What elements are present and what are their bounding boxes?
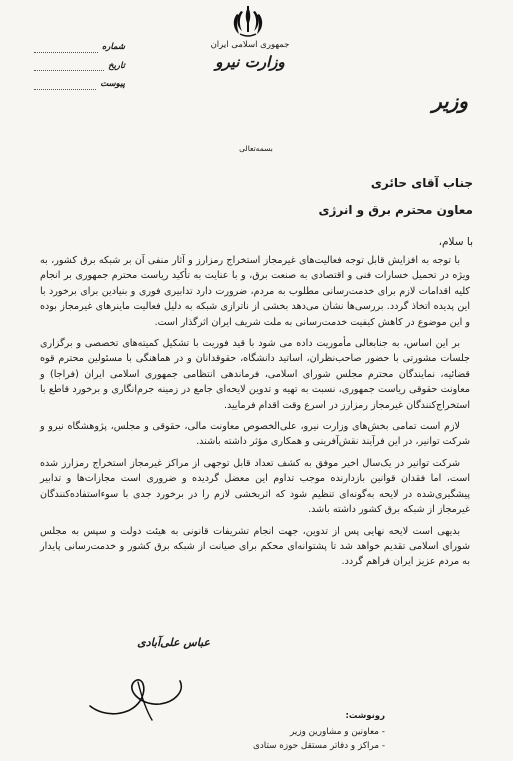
greeting: با سلام، <box>438 236 473 248</box>
attachment-dots <box>34 79 96 90</box>
recipient-block <box>173 170 473 224</box>
date-dots <box>34 60 104 71</box>
iran-emblem-icon <box>228 4 268 40</box>
paragraph-2: بر این اساس، به جنابعالی مأموریت داده می شود با قید فوریت با تشکیل کمیته‌های تخصصی و برگزاری جلسات مشورتی با حضور صاحب‌نظران، اساتید دانشگاه، حقوقدانان و در هماهنگی با مسئولین محترم قوه قضائیه، نمایندگان محترم مجلس شورای اسلامی، فرماندهی انتظامی جمهوری اسلامی ایران (فراجا) و معاونت حقوقی ریاست جمهوری، نسبت به تهیه و تدوین لایحه‌ای جامع در زمینه جرم‌انگاری و برخورد قاطع با استخراج‌کنندگان غیرمجاز رمزارز در اسرع وقت اقدام فرمایید. <box>40 338 470 411</box>
letter-meta <box>30 38 125 94</box>
cc-item-1: - معاونین و مشاورین وزیر <box>290 727 385 737</box>
paragraph-3: لازم است تمامی بخش‌های وزارت نیرو، علی‌الخصوص معاونت مالی، حقوقی و مجلس، پژوهشگاه نیرو و شرکت توانیر، در این فرآیند نقش‌آفرینی و همکاری مؤثر داشته باشند. <box>40 421 470 448</box>
date-label: تاریخ <box>108 60 125 71</box>
number-row <box>30 38 125 57</box>
paragraph-1: با توجه به افزایش قابل توجه فعالیت‌های غیرمجاز استخراج رمزارز و آثار منفی آن بر شبکه برق کشور، به ویژه در تحمیل خسارات فنی و اقتصادی به صنعت برق، و با عنایت به تأکید ریاست محترم جمهوری بر انجام کلیه اقدامات لازم برای خدمت‌رسانی مطلوب به مردم، ضرورت دارد تدابیری فوری و بنیادین برای برخورد با این پدیده اتخاذ گردد. بررسی‌ها نشان می‌دهد بخشی از ناترازی شبکه به دلیل فعالیت ماینرهای غیرمجاز بوده و این موضوع در کاهش کیفیت خدمت‌رسانی به ملت شریف ایران اثرگذار است. <box>40 255 470 328</box>
paragraph-5: بدیهی است لایحه نهایی پس از تدوین، جهت انجام تشریفات قانونی به هیئت دولت و سپس به مجلس شورای اسلامی تقدیم خواهد شد تا پشتوانه‌ای محکم برای صیانت از شبکه برق کشور و خدمت‌رسانی پایدار به مردم عزیز ایران فراهم گردد. <box>40 525 470 568</box>
carbon-copy-block <box>125 709 385 753</box>
ministry-name: وزارت نیرو <box>215 53 285 71</box>
sender-title: وزیر <box>432 89 468 113</box>
signer-name: عباس علی‌آبادی <box>137 636 210 649</box>
recipient-position: معاون محترم برق و انرژی <box>318 203 473 217</box>
date-row <box>30 57 125 76</box>
paragraph-4: شرکت توانیر در یک‌سال اخیر موفق به کشف تعداد قابل توجهی از مراکز غیرمجاز استخراج رمزارز شده است، اما فقدان قوانین بازدارنده موجب تداوم این معضل گردیده و ضروری است مجازات‌ها و تدابیر پیشگیری‌شده در لایحه به‌گونه‌ای تنظیم شود که اثربخشی لازم را در برخورد جدی با سوءاستفاده‌کنندگان غیرمجاز از شبکه برق کشور داشته باشد. <box>40 457 470 516</box>
attachment-row <box>30 75 125 94</box>
cc-item-2: - مراکز و دفاتر مستقل حوزه ستادی <box>252 741 385 751</box>
cc-title: رونوشت: <box>345 711 385 721</box>
number-dots <box>34 42 98 53</box>
invocation: بسمه‌تعالی <box>239 144 273 153</box>
number-label: شماره <box>101 42 125 52</box>
recipient-name: جناب آقای حائری <box>370 176 473 190</box>
government-name: جمهوری اسلامی ایران <box>210 40 290 50</box>
letter-body <box>40 253 470 576</box>
attachment-label: پیوست <box>100 79 125 89</box>
